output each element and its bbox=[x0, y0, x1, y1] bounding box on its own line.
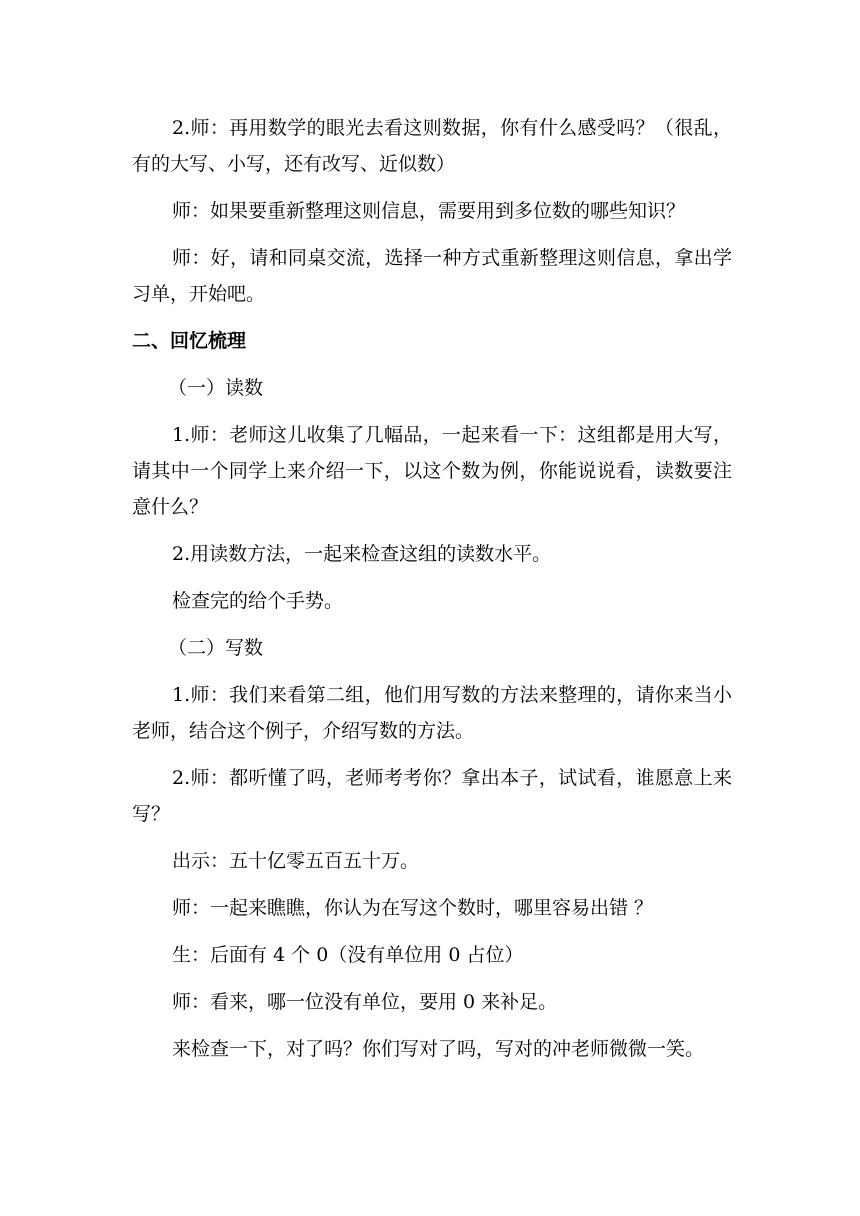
section-heading-review: 二、回忆梳理 bbox=[132, 330, 247, 352]
paragraph-reading-examples: 1.师：老师这儿收集了几幅品，一起来看一下：这组都是用大写，请其中一个同学上来介绍一下，以这个数为例，你能说说看，读数要注意什么？ bbox=[132, 424, 732, 518]
paragraph-zero-rule: 师：看来，哪一位没有单位，要用 0 来补足。 bbox=[172, 991, 558, 1013]
paragraph-student-answer: 生：后面有 4 个 0（没有单位用 0 占位） bbox=[172, 944, 524, 966]
document-page bbox=[132, 110, 732, 1078]
subheading-writing-numbers: （二）写数 bbox=[168, 637, 264, 659]
paragraph-show-number: 出示：五十亿零五百五十万。 bbox=[172, 850, 420, 872]
paragraph-check-reading: 2.用读数方法，一起来检查这组的读数水平。 bbox=[172, 543, 552, 565]
paragraph-discuss-instruction: 师：好，请和同桌交流，选择一种方式重新整理这则信息，拿出学习单，开始吧。 bbox=[132, 247, 732, 305]
paragraph-writing-test: 2.师：都听懂了吗，老师考考你？拿出本子，试试看，谁愿意上来写？ bbox=[132, 767, 732, 825]
paragraph-gesture: 检查完的给个手势。 bbox=[172, 590, 344, 612]
paragraph-writing-method: 1.师：我们来看第二组，他们用写数的方法来整理的，请你来当小老师，结合这个例子，介绍写数的方法。 bbox=[132, 684, 732, 742]
paragraph-feeling-question: 2.师：再用数学的眼光去看这则数据，你有什么感受吗？（很乱，有的大写、小写，还有改写、近似数） bbox=[132, 117, 732, 175]
paragraph-error-question: 师：一起来瞧瞧，你认为在写这个数时，哪里容易出错 ？ bbox=[172, 897, 654, 919]
subheading-reading-numbers: （一）读数 bbox=[168, 377, 264, 399]
paragraph-check-answer: 来检查一下，对了吗？你们写对了吗，写对的冲老师微微一笑。 bbox=[172, 1038, 705, 1060]
paragraph-knowledge-question: 师：如果要重新整理这则信息，需要用到多位数的哪些知识？ bbox=[172, 200, 686, 222]
